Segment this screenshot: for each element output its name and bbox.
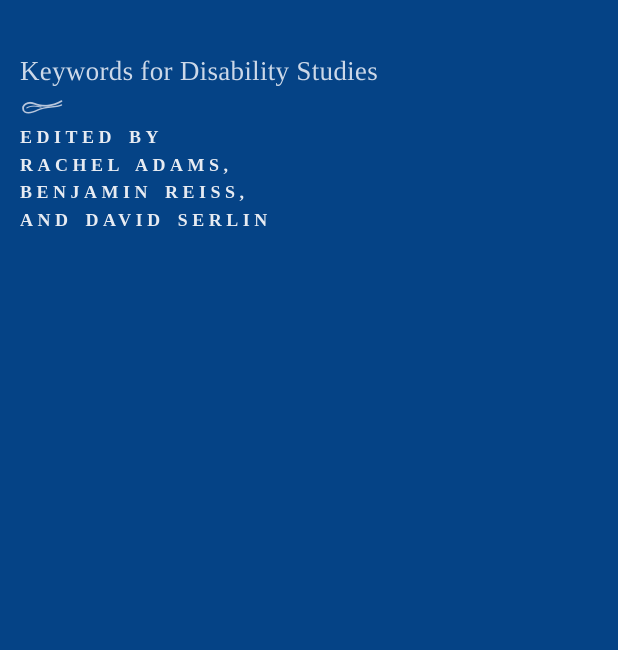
editor-credits [20,124,272,235]
editor-name-1: RACHEL ADAMS, [20,154,233,175]
book-title: Keywords for Disability Studies [20,56,379,86]
editor-name-3: AND DAVID SERLIN [20,210,272,231]
edited-by-label: EDITED BY [20,127,164,147]
editor-name-2: BENJAMIN REISS, [20,182,249,203]
calligraphic-swash-icon [20,97,64,118]
